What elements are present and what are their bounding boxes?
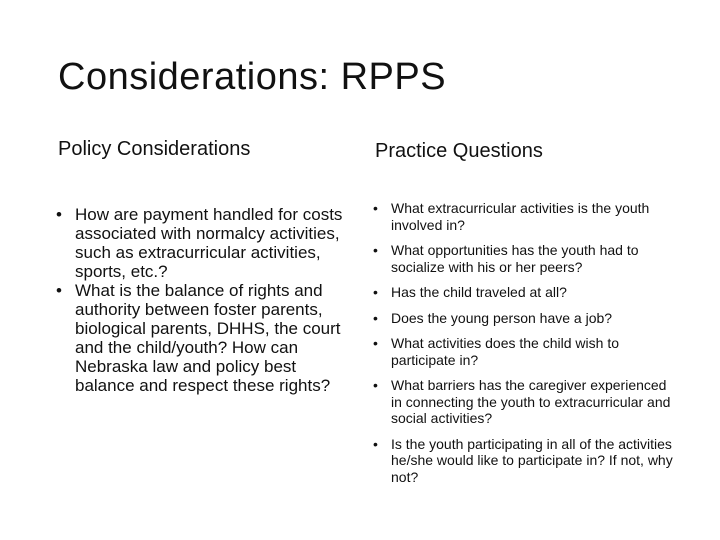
bullet-icon: •: [373, 435, 378, 452]
bullet-icon: •: [373, 335, 378, 351]
practice-list-item: [373, 200, 673, 233]
practice-item-text: What opportunities has the youth had to socialize with his or her peers?: [391, 242, 639, 275]
policy-item-text: What is the balance of rights and authority between foster parents, biological parents, DHHS, the court and the child/youth? How can Nebraska law and policy best balance and respect these rights?: [75, 281, 341, 395]
bullet-icon: •: [56, 205, 62, 224]
practice-item-text: What activities does the child wish to participate in?: [391, 335, 619, 368]
bullet-icon: •: [56, 281, 62, 300]
practice-list-item: [373, 242, 673, 275]
policy-considerations-heading: Policy Considerations: [58, 138, 251, 160]
bullet-icon: •: [373, 309, 378, 326]
practice-list-item: [373, 284, 673, 301]
practice-item-text: Has the child traveled at all?: [391, 284, 567, 300]
bullet-icon: •: [373, 284, 378, 300]
practice-item-text: Is the youth participating in all of the activities he/she would like to participate in? If not, why not?: [391, 435, 673, 485]
policy-item-text: How are payment handled for costs associated with normalcy activities, such as extracurricular activities, sports, etc.?: [75, 205, 343, 281]
bullet-icon: •: [373, 242, 378, 258]
bullet-icon: •: [373, 200, 378, 216]
policy-considerations-list: [56, 205, 346, 395]
bullet-icon: •: [373, 377, 378, 393]
policy-list-item: [56, 281, 346, 395]
practice-list-item: [373, 377, 673, 427]
practice-list-item: [373, 436, 673, 486]
practice-questions-list: [373, 200, 673, 485]
practice-list-item: [373, 335, 673, 368]
practice-item-text: Does the young person have a job?: [391, 309, 613, 326]
practice-questions-heading: Practice Questions: [375, 140, 543, 162]
practice-item-text: What extracurricular activities is the youth involved in?: [391, 200, 650, 233]
slide-title: Considerations: RPPS: [58, 56, 447, 98]
practice-list-item: [373, 310, 673, 327]
practice-item-text: What barriers has the caregiver experienced in connecting the youth to extracurricular and social activities?: [391, 377, 671, 426]
policy-list-item: [56, 205, 346, 281]
